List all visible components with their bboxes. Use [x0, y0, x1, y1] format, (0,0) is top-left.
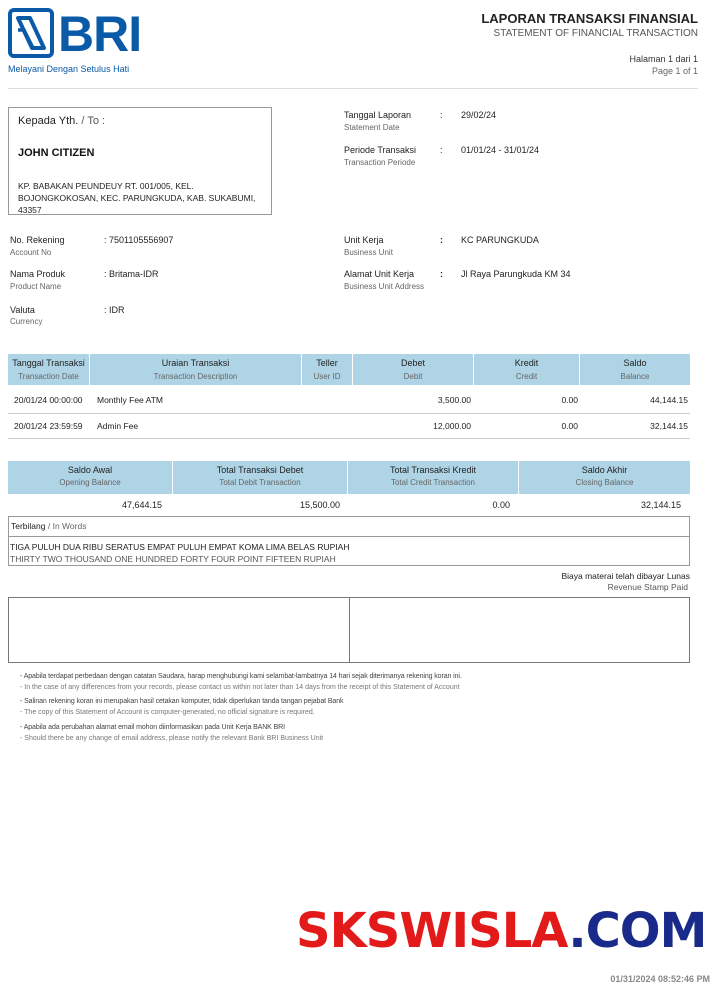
footnote-3-en: - Should there be any change of email address, please notify the relevant Bank BRI Business Unit: [20, 735, 324, 742]
unit-address-value: Jl Raya Parungkuda KM 34: [461, 269, 571, 279]
sum-debit-value: 15,500.00: [299, 500, 340, 510]
unit-address-label-en: Business Unit Address: [344, 282, 425, 291]
col-header-credit: Kredit: [514, 358, 539, 368]
page-number: Halaman 1 dari 1: [629, 54, 698, 64]
sum-header-opening: Saldo Awal: [67, 465, 113, 475]
footnote-2-en: - The copy of this Statement of Account is computer-generated, no official signature is required.: [20, 709, 315, 716]
currency-value: : IDR: [104, 305, 125, 315]
account-no-label: No. Rekening: [10, 235, 65, 245]
sum-opening-value: 47,644.15: [121, 500, 162, 510]
col-header-desc: Uraian Transaksi: [161, 358, 230, 368]
header-divider: [8, 88, 698, 89]
print-timestamp: 01/31/2024 08:52:46 PM: [610, 974, 710, 984]
signature-box-left: [8, 597, 350, 663]
col-header-balance: Saldo: [623, 358, 647, 368]
row2-desc: Admin Fee: [97, 421, 139, 431]
sum-closing-value: 32,144.15: [640, 500, 681, 510]
row1-date: 20/01/24 00:00:00: [14, 395, 83, 405]
report-title: LAPORAN TRANSAKSI FINANSIAL: [481, 11, 698, 26]
recipient-label: Kepada Yth. / To :: [18, 115, 106, 127]
business-unit-value: KC PARUNGKUDA: [461, 235, 539, 245]
stamp-paid-en: Revenue Stamp Paid: [607, 582, 688, 592]
logo-text: BRI: [58, 6, 142, 62]
colon: :: [440, 269, 443, 279]
colon: :: [440, 145, 443, 155]
colon: :: [440, 235, 443, 245]
product-label-en: Product Name: [10, 282, 62, 291]
period-label: Periode Transaksi: [344, 145, 417, 155]
footnote-2-id: - Salinan rekening koran ini merupakan hasil cetakan komputer, tidak diperlukan tanda tangan pejabat Bank: [20, 698, 344, 705]
signature-box-right: [349, 597, 690, 663]
statement-date-label-en: Statement Date: [344, 123, 400, 132]
row1-credit: 0.00: [561, 395, 578, 405]
row2-credit: 0.00: [561, 421, 578, 431]
page-number-en: Page 1 of 1: [651, 66, 698, 76]
in-words-label: Terbilang / In Words: [11, 521, 87, 531]
account-no-value: : 7501105556907: [104, 235, 174, 245]
stamp-paid-id: Biaya materai telah dibayar Lunas: [561, 571, 690, 581]
business-unit-label: Unit Kerja: [344, 235, 384, 245]
currency-label-en: Currency: [10, 317, 43, 326]
row2-date: 20/01/24 23:59:59: [14, 421, 83, 431]
row1-desc: Monthly Fee ATM: [97, 395, 163, 405]
product-label: Nama Produk: [10, 269, 66, 279]
col-header-date-en: Transaction Date: [18, 372, 79, 381]
period-label-en: Transaction Periode: [344, 158, 416, 167]
recipient-address: KP. BABAKAN PEUNDEUY RT. 001/005, KEL. BOJONGKOKOSAN, KEC. PARUNGKUDA, KAB. SUKABUMI, 43357: [18, 181, 256, 215]
col-header-desc-en: Transaction Description: [153, 372, 238, 381]
sum-header-opening-en: Opening Balance: [59, 478, 121, 487]
recipient-name: JOHN CITIZEN: [18, 147, 95, 159]
sum-header-closing-en: Closing Balance: [575, 478, 634, 487]
row-divider: [8, 413, 690, 414]
colon: :: [440, 110, 443, 120]
row2-debit: 12,000.00: [433, 421, 471, 431]
sum-header-debit: Total Transaksi Debet: [216, 465, 304, 475]
sum-credit-value: 0.00: [492, 500, 510, 510]
currency-label: Valuta: [10, 305, 35, 315]
in-words-id: TIGA PULUH DUA RIBU SERATUS EMPAT PULUH EMPAT KOMA LIMA BELAS RUPIAH: [10, 542, 350, 552]
col-header-debit: Debet: [400, 358, 426, 368]
in-words-label-box: [8, 516, 690, 537]
product-value: : Britama-IDR: [104, 269, 159, 279]
report-subtitle: STATEMENT OF FINANCIAL TRANSACTION: [493, 28, 698, 39]
account-no-label-en: Account No: [10, 248, 52, 257]
row1-balance: 44,144.15: [650, 395, 688, 405]
sum-header-credit-en: Total Credit Transaction: [390, 478, 476, 487]
business-unit-label-en: Business Unit: [344, 248, 393, 257]
col-header-debit-en: Debit: [403, 372, 423, 381]
bri-logo-icon: [8, 8, 54, 58]
row-divider: [8, 438, 690, 439]
sum-header-debit-en: Total Debit Transaction: [219, 478, 301, 487]
statement-date-label: Tanggal Laporan: [344, 110, 412, 120]
watermark: SKSWISLA.COM: [296, 903, 707, 959]
col-header-credit-en: Credit: [515, 372, 538, 381]
footnote-3-id: - Apabila ada perubahan alamat email mohon diinformasikan pada Unit Kerja BANK BRI: [20, 724, 285, 731]
statement-date-value: 29/02/24: [461, 110, 497, 120]
col-header-balance-en: Balance: [620, 372, 650, 381]
row1-debit: 3,500.00: [437, 395, 471, 405]
col-header-date: Tanggal Transaksi: [12, 358, 85, 368]
tagline: Melayani Dengan Setulus Hati: [8, 64, 130, 74]
footnote-1-id: - Apabila terdapat perbedaan dengan catatan Saudara, harap menghubungi kami selambat-lambatnya 14 hari sejak diterimanya rekening koran ini.: [20, 673, 462, 680]
row2-balance: 32,144.15: [650, 421, 688, 431]
col-header-teller-en: User ID: [313, 372, 341, 381]
footnote-1-en: - In the case of any differences from your records, please contact us within not later than 14 days from the receipt of this Statement of Account: [20, 684, 460, 691]
unit-address-label: Alamat Unit Kerja: [344, 269, 415, 279]
sum-header-credit: Total Transaksi Kredit: [389, 465, 477, 475]
in-words-en: THIRTY TWO THOUSAND ONE HUNDRED FORTY FOUR POINT FIFTEEN RUPIAH: [10, 554, 336, 564]
col-header-teller: Teller: [316, 358, 338, 368]
sum-header-closing: Saldo Akhir: [581, 465, 628, 475]
period-value: 01/01/24 - 31/01/24: [461, 145, 540, 155]
